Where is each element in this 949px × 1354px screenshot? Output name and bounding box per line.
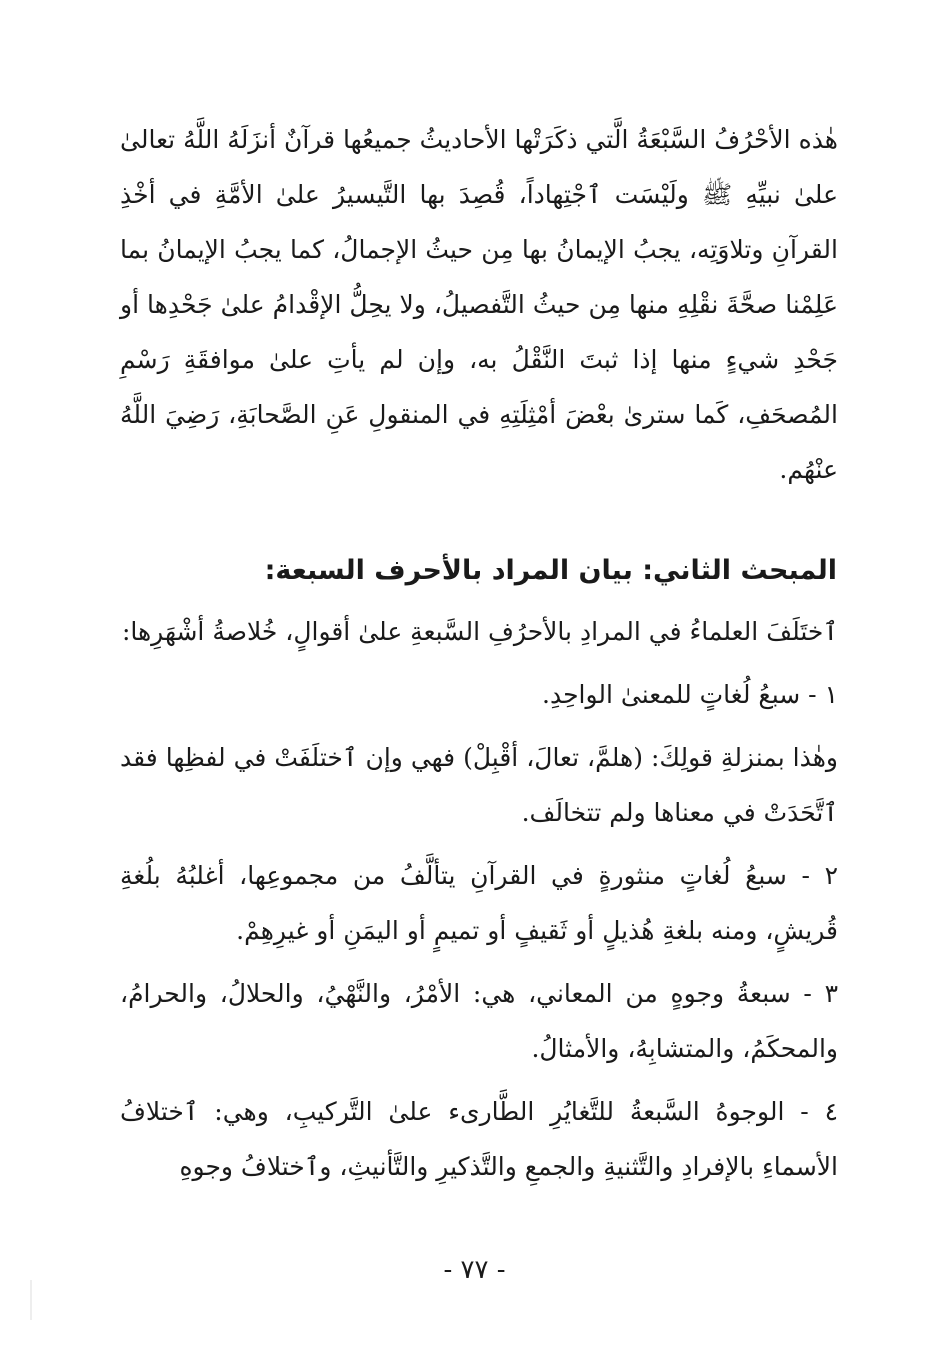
paragraph-item-3: ٣ - سبعةُ وجوهٍ من المعاني، هي: الأمْرُ، والنَّهْيُ، والحلالُ، والحرامُ، والمحكَمُ، والمتشابِهُ، والأمثالُ. <box>120 979 838 1063</box>
section-heading: المبحث الثاني: بيان المراد بالأحرف السبعة: <box>264 555 837 586</box>
paragraph-item-2: ٢ - سبعُ لُغاتٍ منثورةٍ في القرآنِ يتألَّفُ من مجموعِها، أغلبُهُ بلُغةِ قُريشٍ، ومنه بلغةِ هُذيلٍ أو ثَقيفٍ أو تميمٍ أو اليمَنِ أو غيرِهِمْ. <box>120 861 838 945</box>
paragraph-item-1: ١ - سبعُ لُغاتٍ للمعنىٰ الواحِدِ. <box>542 680 838 709</box>
paragraph-intro-opinions: ٱختَلَفَ العلماءُ في المرادِ بالأحرُفِ السَّبعةِ علىٰ أقوالٍ، خُلاصةُ أشْهَرِها: <box>121 617 838 646</box>
intro-paragraph: هٰذه الأحْرُفُ السَّبْعَةُ الَّتي ذكَرَتْها الأحاديثُ جميعُها قرآنٌ أنزَلَهُ اللَّهُ تعالىٰ علىٰ نبيِّهِ ﷺ ولَيْسَت ٱجْتِهاداً، قُصِدَ بها التَّيسيرُ علىٰ الأمَّةِ في أخْذِ القرآنِ وتلاوَتِه، يجبُ الإيمانُ بها مِن حيثُ الإجمالُ، كما يجبُ الإيمانُ بما عَلِمْنا صحَّةَ نقْلِهِ منها مِن حيثُ التَّفصيلُ، ولا يحِلُّ الإقْدامُ علىٰ جَحْدِها أو جَحْدِ شيءٍ منها إذا ثبتَ النَّقْلُ به، وإن لم يأتِ علىٰ موافقَةِ رَسْمِ المُصحَفِ، كَما سترىٰ بعْضَ أمْثِلَتِهِ في المنقولِ عَنِ الصَّحابَةِ، رَضِيَ اللَّهُ عنْهُم. <box>120 125 838 484</box>
scan-edge-mark <box>30 1280 32 1320</box>
paragraph-item-4: ٤ - الوجوهُ السَّبعةُ للتَّغايُرِ الطَّارىء علىٰ التَّركيبِ، وهي: ٱختلافُ الأسماءِ بالإفرادِ والتَّثنيةِ والجمعِ والتَّذكيرِ والتَّأنيثِ، وٱختلافُ وجوهِ <box>120 1097 838 1181</box>
section-body <box>120 604 838 1202</box>
paragraph-item-1-explanation: وهٰذا بمنزلةِ قولِكَ: (هلمَّ، تعالَ، أقْبِلْ) فهي وإن ٱختلَفَتْ في لفظِها فقد ٱتَّحَدَتْ في معناها ولم تتخالَف. <box>120 743 838 827</box>
page-number: - ٧٧ - <box>443 1255 506 1285</box>
intro-block <box>120 112 838 497</box>
